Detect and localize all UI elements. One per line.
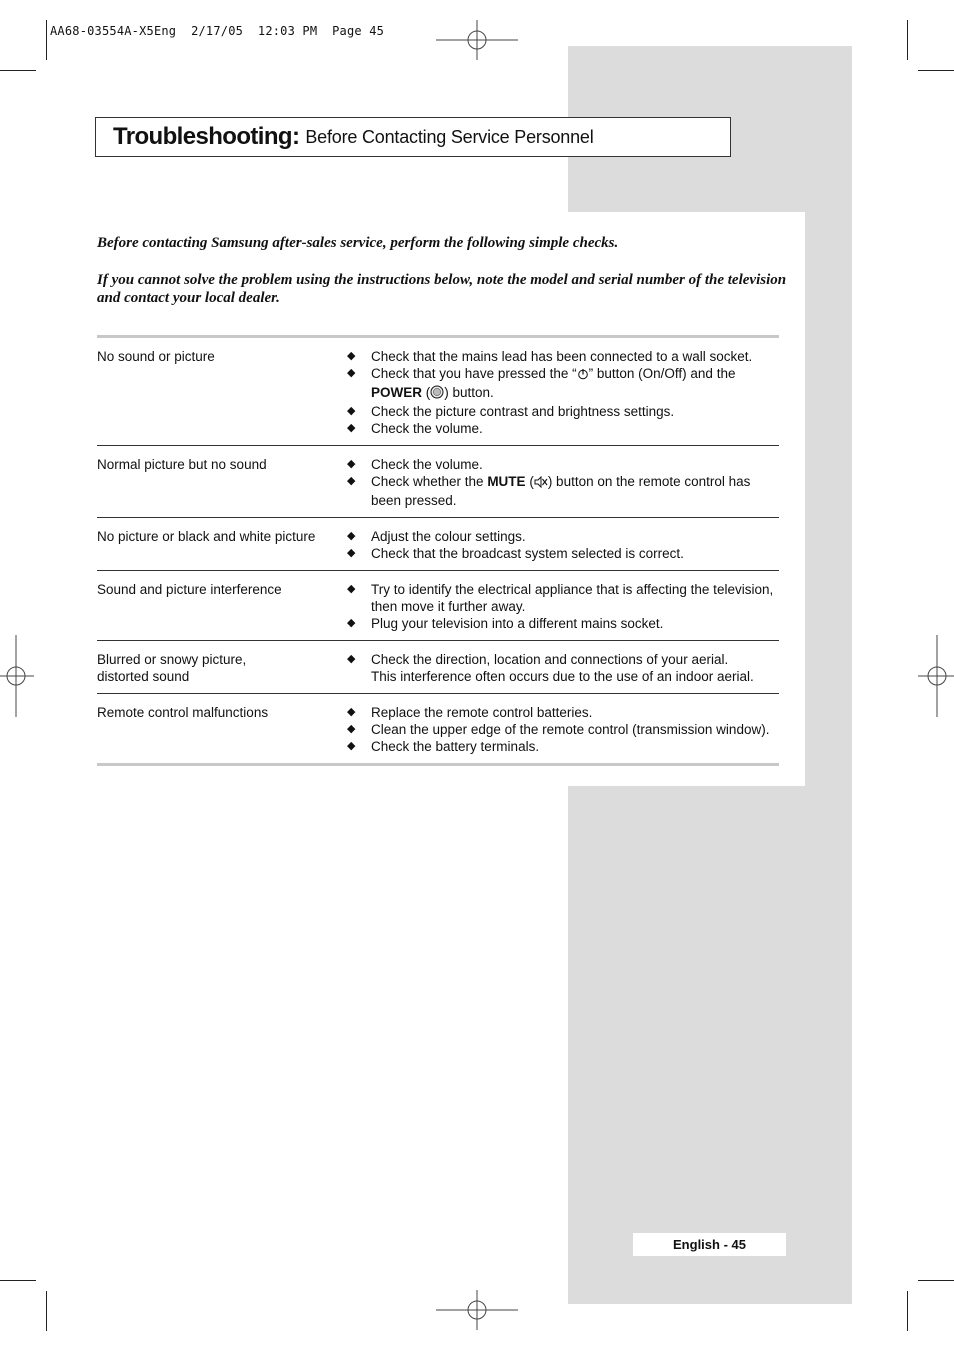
print-header: AA68-03554A-X5Eng 2/17/05 12:03 PM Page 45 <box>50 24 385 38</box>
text-run: Check the picture contrast and brightness settings. <box>371 404 675 419</box>
solution-text <box>371 704 779 721</box>
mute-icon <box>534 475 548 492</box>
solution-text <box>371 348 779 365</box>
text-run: Replace the remote control batteries. <box>371 705 593 720</box>
table-row <box>97 446 779 518</box>
title-main: Troubleshooting: <box>113 123 300 150</box>
table-row <box>97 694 779 763</box>
solution-item <box>347 420 779 437</box>
crop-mark <box>918 1280 954 1281</box>
solution-text <box>371 721 779 738</box>
solution-text <box>371 365 779 403</box>
crop-mark <box>907 1291 908 1331</box>
bullet-diamond-icon: ◆ <box>347 530 356 542</box>
problem-label: No sound or picture <box>97 349 215 364</box>
bullet-diamond-icon: ◆ <box>347 475 356 487</box>
bullet-diamond-icon: ◆ <box>347 740 356 752</box>
table-row <box>97 338 779 446</box>
solution-item <box>347 738 779 755</box>
bullet-diamond-icon: ◆ <box>347 458 356 470</box>
solution-text <box>371 615 779 632</box>
solution-item <box>347 456 779 473</box>
solution-list <box>347 528 779 562</box>
solution-list <box>347 651 779 685</box>
text-run: Check the volume. <box>371 457 483 472</box>
solution-text <box>371 420 779 437</box>
registration-mark-icon <box>436 1290 518 1330</box>
text-run: Clean the upper edge of the remote control (transmission window). <box>371 722 770 737</box>
solution-text <box>371 545 779 562</box>
text-run: ( <box>422 385 431 400</box>
power-button-icon <box>430 385 444 403</box>
text-run: ) button on the remote control has been pressed. <box>371 474 751 508</box>
text-run: This interference often occurs due to the use of an indoor aerial. <box>371 669 754 684</box>
bullet-diamond-icon: ◆ <box>347 723 356 735</box>
solution-text <box>371 403 779 420</box>
text-run: Adjust the colour settings. <box>371 529 526 544</box>
solution-item <box>347 348 779 365</box>
text-run: Plug your television into a different mains socket. <box>371 616 664 631</box>
text-run: Check that the mains lead has been connected to a wall socket. <box>371 349 753 364</box>
problem-label: No picture or black and white picture <box>97 529 316 544</box>
bullet-diamond-icon: ◆ <box>347 547 356 559</box>
problem-label: Sound and picture interference <box>97 582 282 597</box>
crop-mark <box>0 1280 36 1281</box>
text-run: ) button. <box>444 385 494 400</box>
solution-item <box>347 721 779 738</box>
table-row <box>97 571 779 641</box>
power-symbol-icon <box>577 367 589 384</box>
solution-text <box>371 738 779 755</box>
text-run: ( <box>525 474 534 489</box>
bullet-spacer <box>347 668 371 685</box>
solution-item <box>347 704 779 721</box>
title-subtitle: Before Contacting Service Personnel <box>305 126 594 147</box>
crop-mark <box>46 1291 47 1331</box>
text-run: Check that the broadcast system selected is correct. <box>371 546 684 561</box>
text-run: Check that you have pressed the “ <box>371 366 577 381</box>
solution-text <box>371 473 779 509</box>
solution-item <box>347 651 779 668</box>
problem-label: Blurred or snowy picture, distorted sound <box>97 652 247 684</box>
button-name: MUTE <box>487 474 526 489</box>
solution-item <box>347 668 779 685</box>
solution-text <box>371 581 779 615</box>
registration-mark-icon <box>0 635 34 717</box>
text-run: Try to identify the electrical appliance that is affecting the television, then move it further away. <box>371 582 774 614</box>
crop-mark <box>918 70 954 71</box>
crop-mark <box>46 20 47 60</box>
text-run: Check whether the <box>371 474 488 489</box>
problem-label: Remote control malfunctions <box>97 705 269 720</box>
text-run: ” button (On/Off) and the <box>588 366 736 381</box>
table-row <box>97 641 779 694</box>
solution-item <box>347 403 779 420</box>
registration-mark-icon <box>436 20 518 60</box>
solution-text <box>371 456 779 473</box>
bullet-diamond-icon: ◆ <box>347 617 356 629</box>
text-run: Check the battery terminals. <box>371 739 540 754</box>
bullet-diamond-icon: ◆ <box>347 583 356 595</box>
solution-list <box>347 581 779 632</box>
bullet-diamond-icon: ◆ <box>347 367 356 379</box>
solution-item <box>347 528 779 545</box>
solution-item <box>347 365 779 403</box>
button-name: POWER <box>371 385 423 400</box>
page-number: English - 45 <box>633 1233 786 1256</box>
bullet-diamond-icon: ◆ <box>347 653 356 665</box>
solution-text <box>371 528 779 545</box>
text-run: Check the direction, location and connections of your aerial. <box>371 652 729 667</box>
bullet-diamond-icon: ◆ <box>347 422 356 434</box>
registration-mark-icon <box>918 635 954 717</box>
solution-list <box>347 704 779 755</box>
bullet-diamond-icon: ◆ <box>347 405 356 417</box>
troubleshooting-table <box>97 335 779 766</box>
crop-mark <box>0 70 36 71</box>
problem-label: Normal picture but no sound <box>97 457 267 472</box>
solution-text <box>371 668 779 685</box>
solution-text <box>371 651 779 668</box>
page-title <box>95 117 731 157</box>
solution-item <box>347 473 779 509</box>
bullet-diamond-icon: ◆ <box>347 350 356 362</box>
bullet-diamond-icon: ◆ <box>347 706 356 718</box>
crop-mark <box>907 20 908 60</box>
solution-item <box>347 581 779 615</box>
table-row <box>97 518 779 571</box>
solution-item <box>347 615 779 632</box>
solution-list <box>347 348 779 437</box>
intro-paragraph: Before contacting Samsung after-sales service, perform the following simple checks. <box>97 235 619 251</box>
intro-paragraph: If you cannot solve the problem using the instructions below, note the model and serial number of the television and contact your local dealer. <box>97 272 787 306</box>
text-run: Check the volume. <box>371 421 483 436</box>
solution-list <box>347 456 779 509</box>
solution-item <box>347 545 779 562</box>
